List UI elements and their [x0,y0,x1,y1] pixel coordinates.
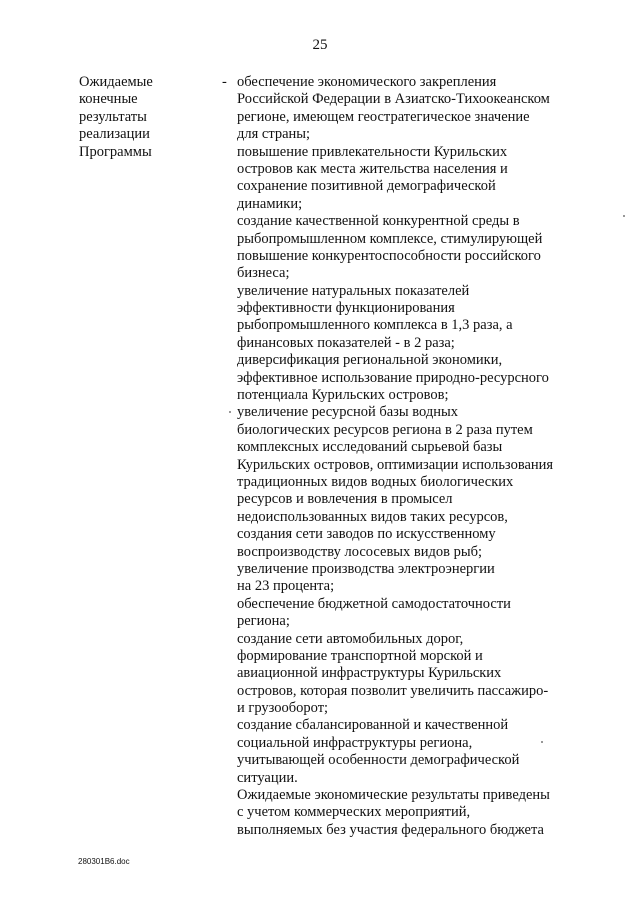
text-line: недоиспользованных видов таких ресурсов, [237,508,508,525]
text-line: обеспечение экономического закрепления [237,74,497,90]
text-line: финансовых показателей - в 2 раза; [237,334,455,351]
text-line: диверсификация региональной экономики, [237,352,503,369]
section-label [79,74,209,161]
text-line: обеспечение бюджетной самодостаточности [237,595,511,612]
section-label-line: результаты [79,108,147,125]
text-line: авиационной инфраструктуры Курильских [237,665,502,682]
scan-speck [623,215,625,217]
section-label-line: конечные [79,91,138,108]
text-line: потенциала Курильских островов; [237,387,449,404]
text-line: Курильских островов, оптимизации использования [237,456,554,473]
scan-speck [541,741,543,743]
text-line: биологических ресурсов региона в 2 раза путем [237,421,533,438]
text-line: Российской Федерации в Азиатско-Тихоокеанском [237,91,550,108]
text-line: социальной инфраструктуры региона, [237,734,473,751]
text-line: бизнеса; [237,265,290,282]
text-line: островов как места жительства населения и [237,160,508,177]
text-line: и грузооборот; [237,700,329,717]
text-line: для страны; [237,126,311,143]
section-label-line: Программы [79,143,152,160]
text-line: эффективности функционирования [237,300,455,317]
text-line: выполняемых без участия федерального бюджета [237,821,544,838]
text-line: формирование транспортной морской и [237,647,483,664]
text-line: регионе, имеющем геостратегическое значение [237,108,530,125]
text-line: эффективное использование природно-ресурсного [237,369,549,386]
text-line: создания сети заводов по искусственному [237,526,496,543]
text-line: увеличение натуральных показателей [237,282,470,299]
section-label-line: Ожидаемые [79,74,153,90]
text-line: региона; [237,613,290,630]
text-line: на 23 процента; [237,578,335,595]
results-text [237,74,582,839]
text-line: динамики; [237,195,303,212]
text-line: сохранение позитивной демографической [237,178,496,195]
page-number: 25 [312,37,328,53]
text-line: повышение привлекательности Курильских [237,143,508,160]
text-line: ситуации. [237,769,298,786]
text-line: рыбопромышленном комплексе, стимулирующей [237,230,543,247]
text-line: Ожидаемые экономические результаты приведены [237,787,550,804]
text-line: с учетом коммерческих мероприятий, [237,804,471,821]
text-line: учитывающей особенности демографической [237,752,520,769]
text-line: ресурсов и вовлечения в промысел [237,491,453,508]
text-line: создание сети автомобильных дорог, [237,630,464,647]
text-line: традиционных видов водных биологических [237,473,514,490]
text-line: комплексных исследований сырьевой базы [237,439,503,456]
text-line: рыбопромышленного комплекса в 1,3 раза, а [237,317,513,334]
section-label-line: реализации [79,126,150,143]
text-line: создание сбалансированной и качественной [237,717,509,734]
text-line: воспроизводству лососевых видов рыб; [237,543,483,560]
scan-speck [229,411,231,413]
list-dash: - [222,74,227,90]
text-line: повышение конкурентоспособности российского [237,247,541,264]
text-line: создание качественной конкурентной среды в [237,213,520,230]
file-name-footer: 280301B6.doc [78,857,130,866]
text-line: островов, которая позволит увеличить пассажиро- [237,682,549,699]
text-line: увеличение производства электроэнергии [237,560,495,577]
text-line: увеличение ресурсной базы водных [237,404,458,421]
